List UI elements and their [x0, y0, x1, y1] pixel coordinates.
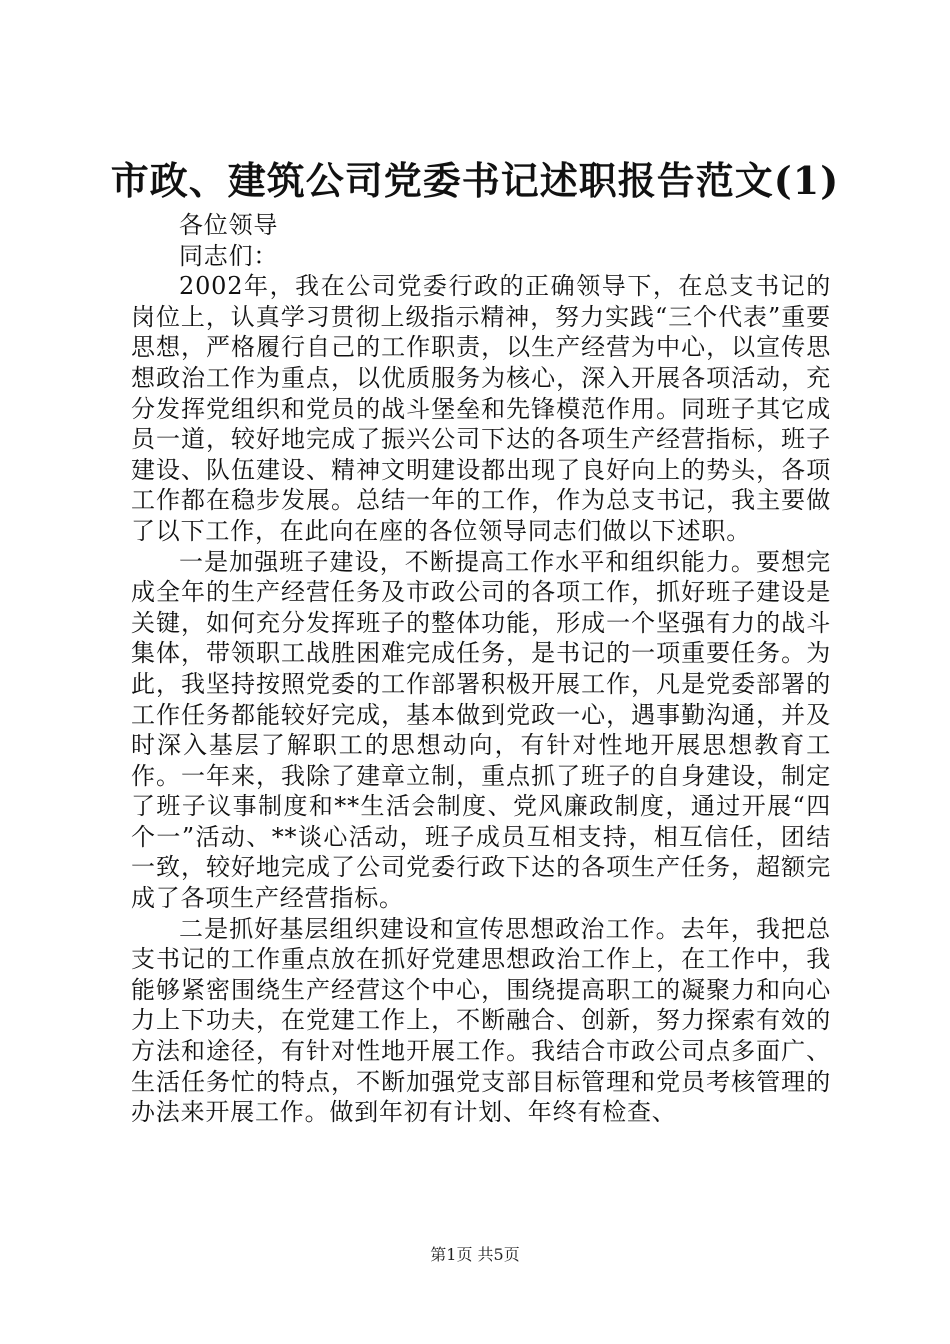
salutation-comrades: 同志们：	[179, 241, 279, 270]
page-number-footer: 第1页 共5页	[430, 1245, 520, 1264]
document-body	[131, 210, 831, 1128]
paragraph-grassroots-organization: 二是抓好基层组织建设和宣传思想政治工作。去年，我把总支书记的工作重点放在抓好党建思想政治工作上，在工作中，我能够紧密围绕生产经营这个中心，围绕提高职工的凝聚力和向心力上下功夫，在党建工作上，不断融合、创新，努力探索有效的方法和途径，有针对性地开展工作。我结合市政公司点多面广、生活任务忙的特点，不断加强党支部目标管理和党员考核管理的办法来开展工作。做到年初有计划、年终有检查、	[131, 914, 831, 1127]
paragraph-team-building: 一是加强班子建设，不断提高工作水平和组织能力。要想完成全年的生产经营任务及市政公司的各项工作，抓好班子建设是关键，如何充分发挥班子的整体功能，形成一个坚强有力的战斗集体，带领职工战胜困难完成任务，是书记的一项重要任务。为此，我坚持按照党委的工作部署积极开展工作，凡是党委部署的工作任务都能较好完成，基本做到党政一心，遇事勤沟通，并及时深入基层了解职工的思想动向，有针对性地开展思想教育工作。一年来，我除了建章立制，重点抓了班子的自身建设，制定了班子议事制度和**生活会制度、党风廉政制度，通过开展“四个一”活动、**谈心活动，班子成员互相支持，相互信任，团结一致，较好地完成了公司党委行政下达的各项生产任务，超额完成了各项生产经营指标。	[131, 547, 831, 913]
document-title: 市政、建筑公司党委书记述职报告范文(1)	[110, 158, 840, 203]
salutation-leaders: 各位领导	[179, 211, 279, 239]
paragraph-intro: 2002年，我在公司党委行政的正确领导下，在总支书记的岗位上，认真学习贯彻上级指示精神，努力实践“三个代表”重要思想，严格履行自己的工作职责，以生产经营为中心，以宣传思想政治工作为重点，以优质服务为核心，深入开展各项活动，充分发挥党组织和党员的战斗堡垒和先锋模范作用。同班子其它成员一道，较好地完成了振兴公司下达的各项生产经营指标，班子建设、队伍建设、精神文明建设都出现了良好向上的势头，各项工作都在稳步发展。总结一年的工作，作为总支书记，我主要做了以下工作，在此向在座的各位领导同志们做以下述职。	[131, 272, 831, 545]
